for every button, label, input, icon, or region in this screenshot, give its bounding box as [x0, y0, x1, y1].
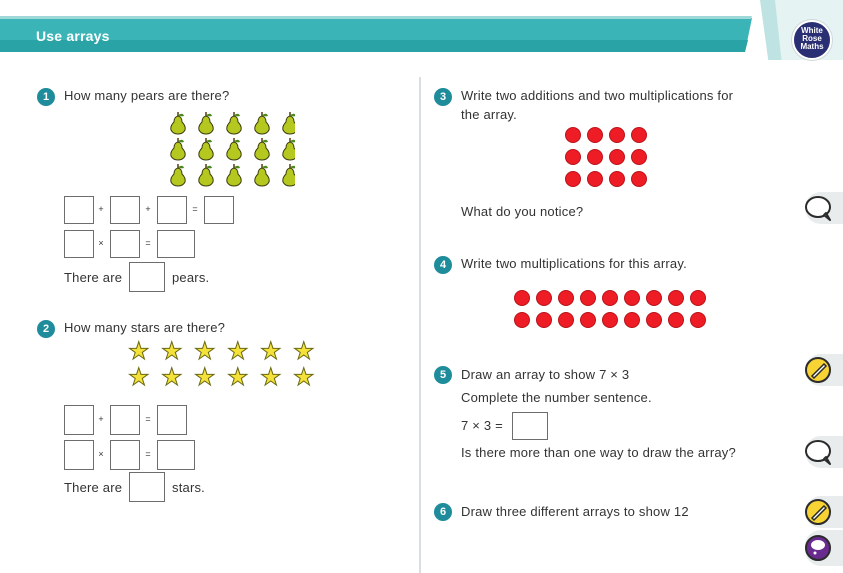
- times-sign: ×: [98, 238, 104, 248]
- q1-sentence-end: pears.: [172, 270, 210, 285]
- q5-followup-text: Is there more than one way to draw the array?: [461, 445, 736, 460]
- question-3-number: 3: [434, 88, 452, 106]
- pear: [227, 138, 241, 160]
- counter-dot: [580, 312, 596, 328]
- counter-dot: [624, 290, 640, 306]
- question-3-text-line-1: Write two additions and two multiplications for: [461, 88, 734, 103]
- star: ★: [227, 364, 249, 391]
- q3-notice-text: What do you notice?: [461, 204, 584, 219]
- q5-expression: 7 × 3 =: [461, 418, 503, 433]
- star: ★: [227, 338, 249, 365]
- pear: [171, 164, 185, 186]
- pear: [255, 112, 269, 134]
- question-4-number: 4: [434, 256, 452, 274]
- star: ★: [128, 338, 150, 365]
- pear: [227, 112, 241, 134]
- q2-multiplication-box-2[interactable]: [110, 440, 140, 470]
- q1-addition-box-1[interactable]: [64, 196, 94, 224]
- counter-dot: [602, 312, 618, 328]
- q2-addition-answer-box[interactable]: [157, 405, 187, 435]
- counter-dot: [514, 290, 530, 306]
- q2-multiplication-box-1[interactable]: [64, 440, 94, 470]
- question-2-text: How many stars are there?: [64, 320, 226, 335]
- pear: [199, 138, 213, 160]
- counter-dot: [609, 149, 625, 165]
- pencil-icon[interactable]: [804, 498, 834, 526]
- counter-dot: [587, 149, 603, 165]
- counter-dot: [609, 171, 625, 187]
- question-1-text: How many pears are there?: [64, 88, 230, 103]
- q2-multiplication-answer-box[interactable]: [157, 440, 195, 470]
- counter-dot: [624, 312, 640, 328]
- pear: [283, 164, 295, 186]
- q1-addition-box-3[interactable]: [157, 196, 187, 224]
- speech-bubble-icon[interactable]: [804, 438, 834, 466]
- pear: [255, 138, 269, 160]
- counter-dot: [565, 171, 581, 187]
- q1-sentence-start: There are: [64, 270, 123, 285]
- times-sign: ×: [98, 449, 104, 459]
- question-3-text-line-2: the array.: [461, 107, 517, 122]
- red-dot-array-3x4: [565, 127, 665, 193]
- question-1-number: 1: [37, 88, 55, 106]
- header-banner: [0, 0, 843, 60]
- q1-pears-answer-box[interactable]: [129, 262, 165, 292]
- counter-dot: [646, 312, 662, 328]
- counter-dot: [690, 290, 706, 306]
- q2-sentence-end: stars.: [172, 480, 205, 495]
- counter-dot: [668, 312, 684, 328]
- star: ★: [194, 364, 216, 391]
- page-title: Use arrays: [36, 28, 110, 44]
- equals-sign: =: [145, 238, 151, 248]
- q1-multiplication-box-2[interactable]: [110, 230, 140, 258]
- question-6-text: Draw three different arrays to show 12: [461, 504, 689, 519]
- pear: [255, 164, 269, 186]
- q1-addition-box-2[interactable]: [110, 196, 140, 224]
- equals-sign: =: [145, 449, 151, 459]
- q5-answer-box[interactable]: [512, 412, 548, 440]
- star: ★: [293, 338, 315, 365]
- question-4-text: Write two multiplications for this array.: [461, 256, 687, 271]
- q5-complete-text: Complete the number sentence.: [461, 390, 652, 405]
- pear: [283, 112, 295, 134]
- q2-stars-answer-box[interactable]: [129, 472, 165, 502]
- counter-dot: [631, 171, 647, 187]
- question-2-number: 2: [37, 320, 55, 338]
- star: ★: [128, 364, 150, 391]
- pear: [227, 164, 241, 186]
- counter-dot: [565, 149, 581, 165]
- star: ★: [194, 338, 216, 365]
- pear: [171, 138, 185, 160]
- counter-dot: [602, 290, 618, 306]
- q1-multiplication-answer-box[interactable]: [157, 230, 195, 258]
- equals-sign: =: [145, 414, 151, 424]
- speech-bubble-icon[interactable]: [804, 194, 834, 222]
- star: ★: [260, 338, 282, 365]
- question-6-number: 6: [434, 503, 452, 521]
- q1-addition-answer-box[interactable]: [204, 196, 234, 224]
- star: ★: [260, 364, 282, 391]
- counter-dot: [580, 290, 596, 306]
- counter-dot: [668, 290, 684, 306]
- pear: [199, 112, 213, 134]
- pear: [171, 112, 185, 134]
- q2-sentence-start: There are: [64, 480, 123, 495]
- pear: [283, 138, 295, 160]
- q2-addition-box-2[interactable]: [110, 405, 140, 435]
- plus-sign: +: [145, 204, 151, 214]
- equals-sign: =: [192, 204, 198, 214]
- pencil-icon[interactable]: [804, 356, 834, 384]
- counter-dot: [558, 290, 574, 306]
- counter-dot: [536, 290, 552, 306]
- q2-addition-box-1[interactable]: [64, 405, 94, 435]
- counter-dot: [631, 127, 647, 143]
- counter-dot: [536, 312, 552, 328]
- plus-sign: +: [98, 414, 104, 424]
- counter-dot: [690, 312, 706, 328]
- red-dot-array-2x9: [514, 290, 714, 334]
- counter-dot: [565, 127, 581, 143]
- plus-sign: +: [98, 204, 104, 214]
- counter-dot: [587, 171, 603, 187]
- thought-cloud-icon[interactable]: [804, 533, 834, 563]
- counter-dot: [609, 127, 625, 143]
- q1-multiplication-box-1[interactable]: [64, 230, 94, 258]
- counter-dot: [631, 149, 647, 165]
- counter-dot: [587, 127, 603, 143]
- star: ★: [293, 364, 315, 391]
- star-array: [128, 340, 328, 392]
- counter-dot: [646, 290, 662, 306]
- question-5-text: Draw an array to show 7 × 3: [461, 367, 630, 382]
- counter-dot: [514, 312, 530, 328]
- pear: [199, 164, 213, 186]
- question-5-number: 5: [434, 366, 452, 384]
- column-divider: [419, 77, 421, 573]
- star: ★: [161, 364, 183, 391]
- star: ★: [161, 338, 183, 365]
- pear-array: [160, 108, 295, 188]
- white-rose-maths-logo: White Rose Maths: [792, 20, 832, 60]
- counter-dot: [558, 312, 574, 328]
